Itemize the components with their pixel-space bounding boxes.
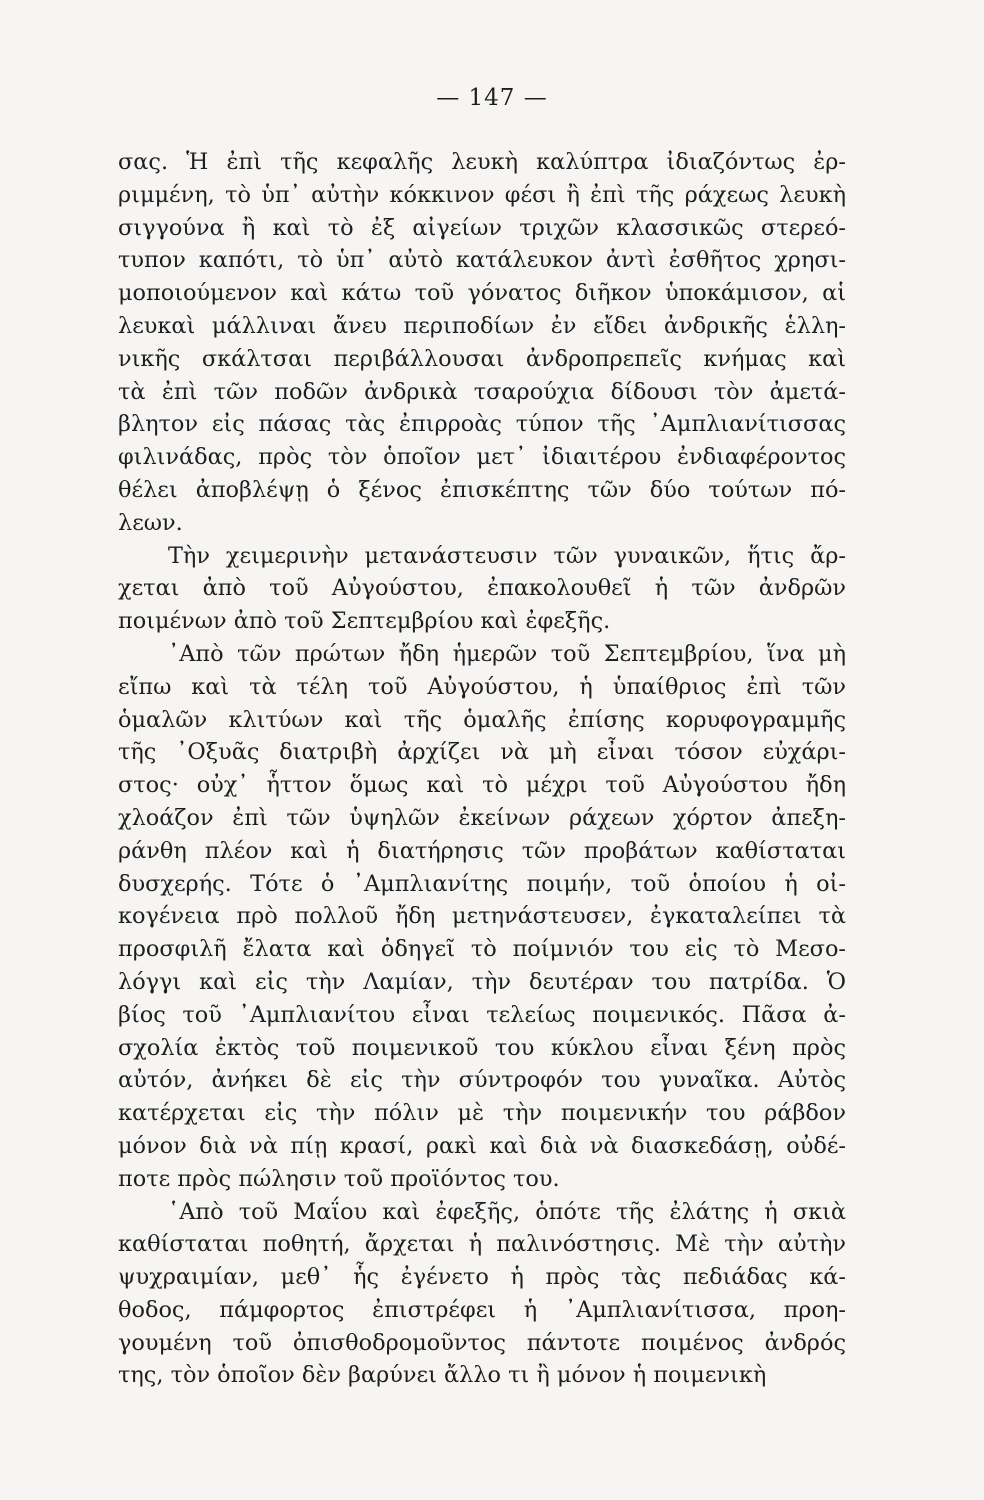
- text-line: μοποιούμενον καὶ κάτω τοῦ γόνατος διῆκον ὑποκάμισον, αἱ: [118, 280, 846, 307]
- text-line: μόνον διὰ νὰ πίῃ κρασί, ρακὶ καὶ διὰ νὰ διασκεδάσῃ, οὐδέ-: [118, 1132, 846, 1159]
- text-line: τὰ ἐπὶ τῶν ποδῶν ἀνδρικὰ τσαρούχια δίδουσι τὸν ἀμετά-: [118, 378, 846, 405]
- text-line: τῆς ᾿Οξυᾶς διατριβὴ ἀρχίζει νὰ μὴ εἶναι τόσον εὐχάρι-: [118, 739, 846, 766]
- text-line: φιλινάδας, πρὸς τὸν ὁποῖον μετ᾽ ἰδιαιτέρου ἐνδιαφέροντος: [118, 444, 846, 471]
- text-line: νικῆς σκάλτσαι περιβάλλουσαι ἀνδροπρεπεῖς κνήμας καὶ: [118, 345, 846, 372]
- text-line: προσφιλῆ ἔλατα καὶ ὁδηγεῖ τὸ ποίμνιόν του εἰς τὸ Μεσο-: [118, 936, 846, 963]
- paragraph: [118, 540, 846, 638]
- text-line: Τὴν χειμερινὴν μετανάστευσιν τῶν γυναικῶν, ἥτις ἄρ-: [168, 542, 846, 569]
- text-line: ψυχραιμίαν, μεθ᾽ ἧς ἐγένετο ἡ πρὸς τὰς πεδιάδας κά-: [118, 1264, 846, 1291]
- text-line: αὐτόν, ἀνήκει δὲ εἰς τὴν σύντροφόν του γυναῖκα. Αὐτὸς: [118, 1067, 846, 1094]
- text-line: σιγγούνα ἢ καὶ τὸ ἐξ αἰγείων τριχῶν κλασσικῶς στερεό-: [118, 214, 846, 241]
- text-line: λευκαὶ μάλλιναι ἄνευ περιποδίων ἐν εἴδει ἀνδρικῆς ἑλλη-: [118, 312, 846, 339]
- text-line: τυπον καπότι, τὸ ὑπ᾽ αὐτὸ κατάλευκον ἀντὶ ἐσθῆτος χρησι-: [118, 247, 846, 274]
- text-line: γουμένη τοῦ ὀπισθοδρομοῦντος πάντοτε ποιμένος ἀνδρός: [118, 1329, 846, 1356]
- text-line: λεων.: [118, 509, 183, 536]
- text-line: σχολία ἐκτὸς τοῦ ποιμενικοῦ του κύκλου εἶναι ξένη πρὸς: [118, 1034, 846, 1061]
- paragraph: [118, 1196, 846, 1393]
- text-line: ποτε πρὸς πώλησιν τοῦ προϊόντος του.: [118, 1165, 560, 1192]
- text-line: βίος τοῦ ᾿Αμπλιανίτου εἶναι τελείως ποιμενικός. Πᾶσα ἀ-: [118, 1001, 846, 1028]
- text-line: δυσχερής. Τότε ὁ ᾿Αμπλιανίτης ποιμήν, τοῦ ὁποίου ἡ οἰ-: [118, 870, 846, 897]
- text-line: κατέρχεται εἰς τὴν πόλιν μὲ τὴν ποιμενικήν του ράβδον: [118, 1100, 846, 1127]
- text-line: λόγγι καὶ εἰς τὴν Λαμίαν, τὴν δευτέραν του πατρίδα. Ὁ: [118, 968, 846, 995]
- text-line: βλητον εἰς πάσας τὰς ἐπιρροὰς τύπον τῆς ᾿Αμπλιανίτισσας: [118, 411, 846, 438]
- text-line: ᾿Απὸ τῶν πρώτων ἤδη ἡμερῶν τοῦ Σεπτεμβρίου, ἵνα μὴ: [168, 640, 846, 667]
- text-line: της, τὸν ὁποῖον δὲν βαρύνει ἄλλο τι ἢ μόνον ἡ ποιμενικὴ: [118, 1362, 767, 1389]
- text-line: χλοάζον ἐπὶ τῶν ὑψηλῶν ἐκείνων ράχεων χόρτον ἀπεξη-: [118, 804, 846, 831]
- text-line: καθίσταται ποθητή, ἄρχεται ἡ παλινόστησις. Μὲ τὴν αὐτὴν: [118, 1231, 846, 1258]
- paragraph: [118, 146, 846, 540]
- text-line: σας. Ἡ ἐπὶ τῆς κεφαλῆς λευκὴ καλύπτρα ἰδιαζόντως ἐρ-: [118, 149, 846, 175]
- text-line: ῾Απὸ τοῦ Μαΐου καὶ ἐφεξῆς, ὁπότε τῆς ἐλάτης ἡ σκιὰ: [168, 1198, 846, 1225]
- paragraph: [118, 638, 846, 1196]
- text-line: χεται ἀπὸ τοῦ Αὐγούστου, ἐπακολουθεῖ ἡ τῶν ἀνδρῶν: [118, 575, 846, 602]
- text-line: ποιμένων ἀπὸ τοῦ Σεπτεμβρίου καὶ ἐφεξῆς.: [118, 608, 611, 635]
- text-line: ριμμένη, τὸ ὑπ᾽ αὐτὴν κόκκινον φέσι ἢ ἐπὶ τῆς ράχεως λευκὴ: [118, 181, 846, 208]
- text-line: θέλει ἀποβλέψῃ ὁ ξένος ἐπισκέπτης τῶν δύο τούτων πό-: [118, 476, 846, 503]
- text-line: κογένεια πρὸ πολλοῦ ἤδη μετηνάστευσεν, ἐγκαταλείπει τὰ: [118, 903, 846, 930]
- text-line: θοδος, πάμφορτος ἐπιστρέφει ἡ ᾿Αμπλιανίτισσα, προη-: [118, 1296, 846, 1323]
- text-line: στος· οὐχ᾽ ἧττον ὅμως καὶ τὸ μέχρι τοῦ Αὐγούστου ἤδη: [118, 772, 846, 799]
- page-number: — 147 —: [436, 85, 548, 111]
- text-line: ὁμαλῶν κλιτύων καὶ τῆς ὁμαλῆς ἐπίσης κορυφογραμμῆς: [118, 706, 846, 733]
- text-line: ράνθη πλέον καὶ ἡ διατήρησις τῶν προβάτων καθίσταται: [118, 837, 846, 864]
- body-text: [118, 146, 846, 1392]
- text-line: εἴπω καὶ τὰ τέλη τοῦ Αὐγούστου, ἡ ὑπαίθριος ἐπὶ τῶν: [118, 673, 846, 700]
